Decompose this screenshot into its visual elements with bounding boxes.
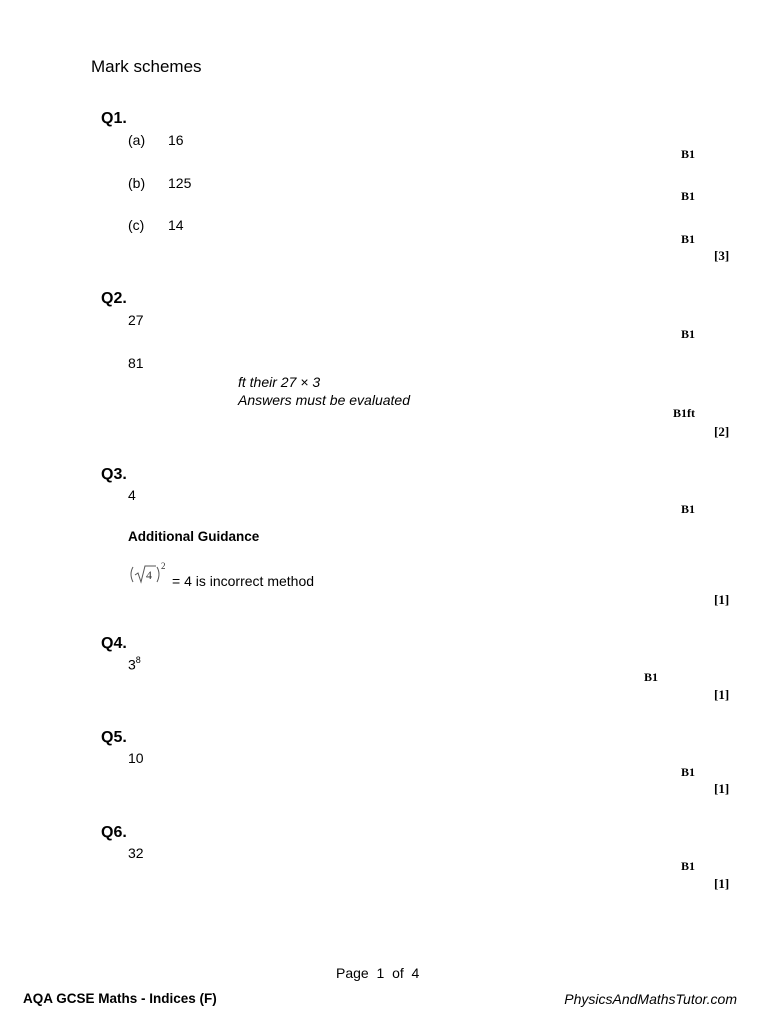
page-of: of (392, 965, 404, 981)
q1-part-a-mark: B1 (681, 147, 696, 161)
q1-part-b-mark: B1 (681, 189, 696, 203)
q4-answer-exponent: 8 (135, 655, 141, 665)
q2-mark-1: B1 (681, 327, 696, 341)
q1-part-c-mark: B1 (681, 232, 696, 246)
page-current: 1 (376, 965, 385, 981)
question-1-number: Q1. (101, 110, 127, 127)
q3-answer: 4 (128, 487, 136, 503)
q3-guidance-text: = 4 is incorrect method (172, 573, 315, 589)
q4-mark: B1 (644, 670, 659, 684)
q2-answer-1: 27 (128, 312, 144, 328)
q2-answer-2: 81 (128, 355, 144, 371)
q2-mark-2: B1ft (673, 406, 695, 420)
question-6-number: Q6. (101, 824, 127, 841)
q6-answer: 32 (128, 845, 144, 861)
q3-guidance-heading: Additional Guidance (128, 529, 260, 544)
q1-total: [3] (714, 248, 730, 263)
q4-answer-base: 3 (128, 656, 136, 673)
q5-total: [1] (714, 781, 730, 796)
page-prefix: Page (336, 965, 369, 981)
q6-mark: B1 (681, 859, 696, 873)
question-3-number: Q3. (101, 466, 127, 483)
q5-mark: B1 (681, 765, 696, 779)
footer-course-title: AQA GCSE Maths - Indices (F) (23, 991, 217, 1006)
q3-root-radicand: 4 (146, 568, 152, 582)
page-number (336, 965, 419, 981)
question-2-number: Q2. (101, 290, 127, 307)
q6-total: [1] (714, 876, 730, 891)
q1-part-c-answer: 14 (168, 217, 184, 233)
q2-note-ft: ft their 27 × 3 (238, 374, 321, 390)
q3-root-exponent: 2 (161, 561, 166, 571)
q4-answer (128, 656, 141, 673)
q1-part-a-answer: 16 (168, 132, 184, 148)
question-5-number: Q5. (101, 729, 127, 746)
q1-part-a-label: (a) (128, 132, 146, 148)
q1-part-b-answer: 125 (168, 175, 192, 191)
question-4-number: Q4. (101, 635, 127, 652)
page-title: Mark schemes (91, 57, 202, 76)
q3-root-expression (128, 561, 168, 587)
q2-total: [2] (714, 424, 730, 439)
q3-total: [1] (714, 592, 730, 607)
q3-mark: B1 (681, 502, 696, 516)
q5-answer: 10 (128, 750, 144, 766)
q1-part-b-label: (b) (128, 175, 146, 191)
footer-website: PhysicsAndMathsTutor.com (564, 991, 737, 1007)
q2-note-evaluated: Answers must be evaluated (238, 392, 410, 408)
page-total: 4 (411, 965, 420, 981)
q1-part-c-label: (c) (128, 217, 145, 233)
q4-total: [1] (714, 687, 730, 702)
